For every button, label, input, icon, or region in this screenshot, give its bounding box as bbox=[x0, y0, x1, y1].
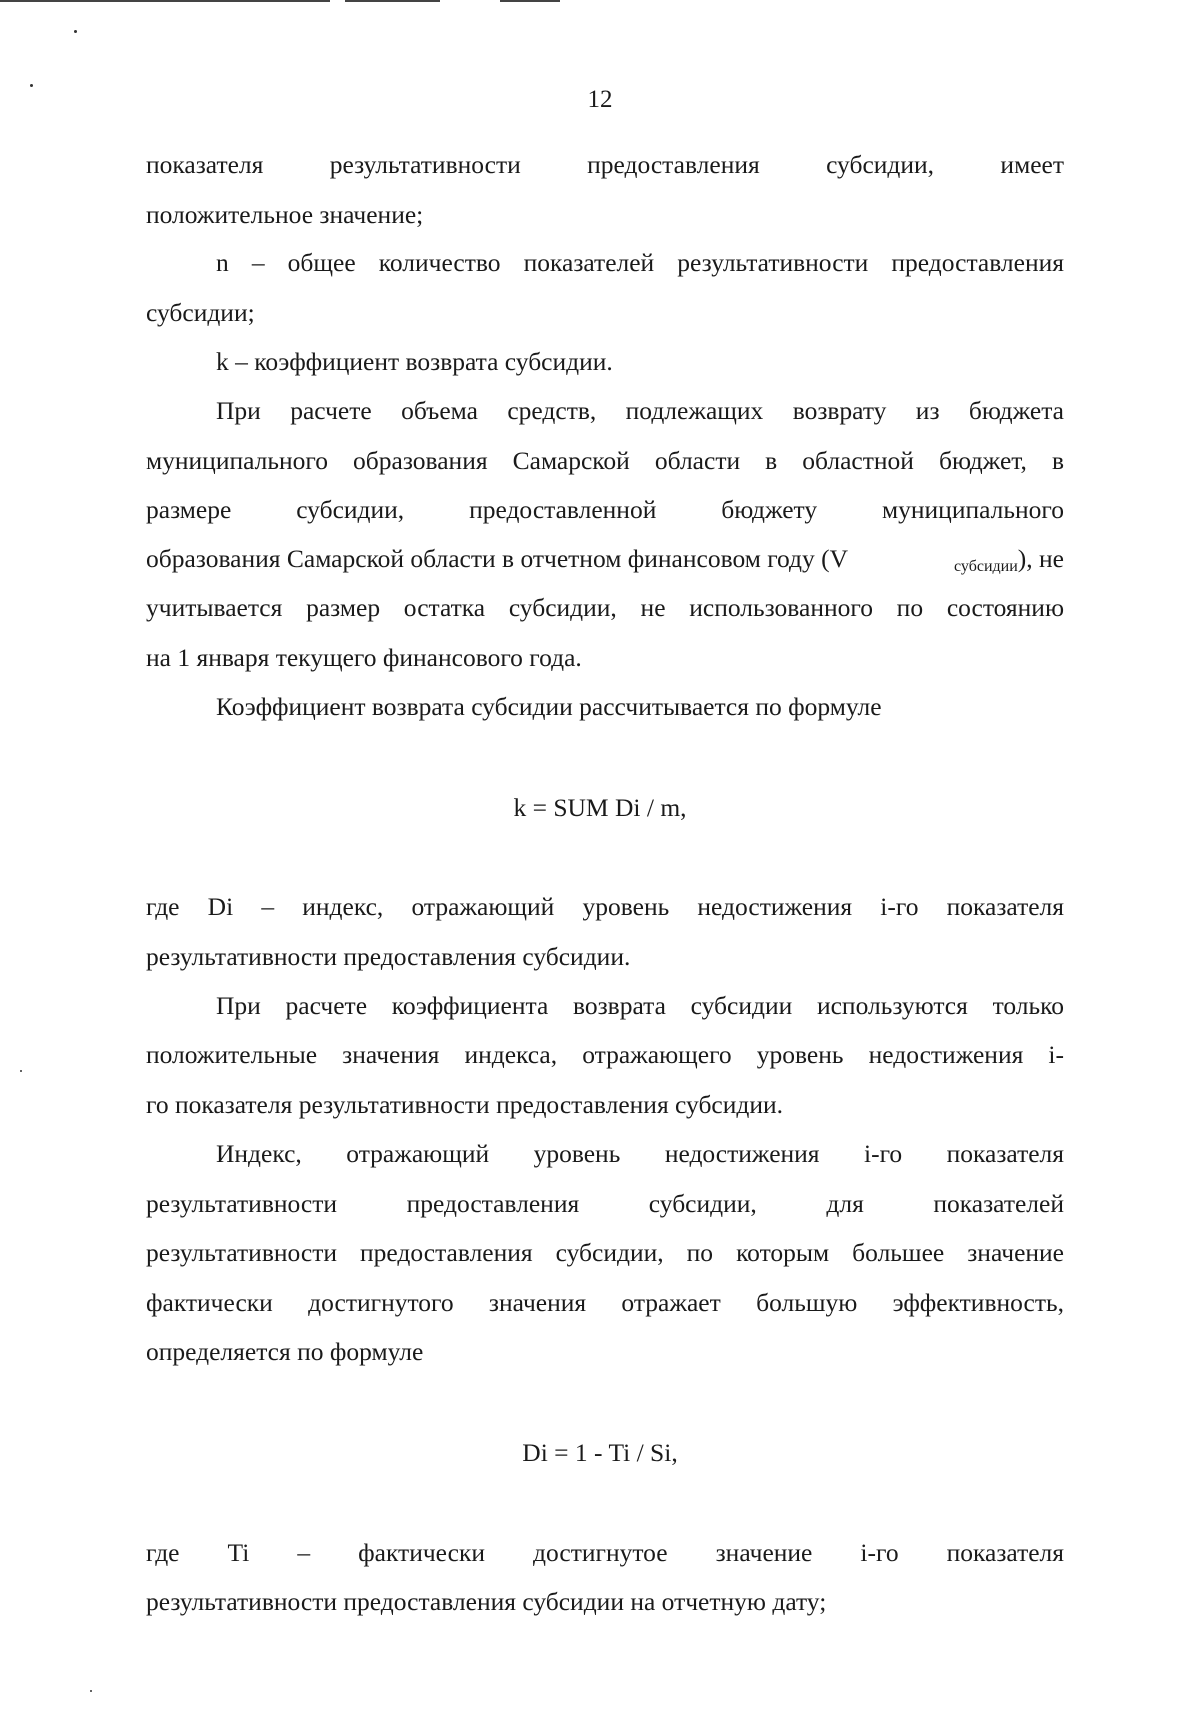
text-line: результативности предоставления субсидии. bbox=[146, 942, 631, 971]
scan-speck bbox=[74, 30, 77, 33]
scan-edge-line bbox=[500, 0, 560, 2]
text-line: фактически достигнутого значения отражает большую эффективность, bbox=[146, 1288, 1064, 1317]
scan-speck bbox=[90, 1690, 92, 1692]
text-line: При расчете объема средств, подлежащих возврату из бюджета bbox=[216, 396, 1064, 425]
text-line: учитывается размер остатка субсидии, не использованного по состоянию bbox=[146, 593, 1064, 622]
text-line: k – коэффициент возврата субсидии. bbox=[216, 347, 613, 376]
text-line: муниципального образования Самарской области в областной бюджет, в bbox=[146, 446, 1064, 475]
text-line: положительные значения индекса, отражающего уровень недостижения i- bbox=[146, 1040, 1064, 1069]
text-line bbox=[146, 542, 1064, 584]
text-line: n – общее количество показателей результативности предоставления bbox=[216, 248, 1064, 277]
text-line: результативности предоставления субсидии, для показателей bbox=[146, 1189, 1064, 1218]
text-line: определяется по формуле bbox=[146, 1337, 424, 1366]
formula: k = SUM Di / m, bbox=[513, 793, 687, 822]
scan-speck bbox=[20, 1070, 22, 1072]
text-line: результативности предоставления субсидии на отчетную дату; bbox=[146, 1587, 827, 1616]
text-line: где Di – индекс, отражающий уровень недостижения i-го показателя bbox=[146, 892, 1064, 921]
text-line: Коэффициент возврата субсидии рассчитывается по формуле bbox=[216, 692, 882, 721]
text-line: где Ti – фактически достигнутое значение i-го показателя bbox=[146, 1538, 1064, 1567]
text-line: положительное значение; bbox=[146, 200, 424, 229]
text-fragment bbox=[954, 542, 1064, 584]
text-line: размере субсидии, предоставленной бюджету муниципального bbox=[146, 495, 1064, 524]
page-number: 12 bbox=[587, 86, 613, 113]
text-line: При расчете коэффициента возврата субсидии используются только bbox=[216, 991, 1064, 1020]
text-line: субсидии; bbox=[146, 298, 255, 327]
subscript: субсидии bbox=[954, 558, 1018, 575]
text-line: результативности предоставления субсидии, по которым большее значение bbox=[146, 1238, 1064, 1267]
text-fragment: ), не bbox=[1017, 544, 1064, 573]
text-fragment: образования Самарской области в отчетном финансовом году (V bbox=[146, 544, 849, 573]
scan-edge-line bbox=[0, 0, 330, 2]
scan-edge-line bbox=[345, 0, 440, 2]
text-line: Индекс, отражающий уровень недостижения i-го показателя bbox=[216, 1139, 1064, 1168]
text-line: на 1 января текущего финансового года. bbox=[146, 643, 582, 672]
formula: Di = 1 - Ti / Si, bbox=[522, 1438, 678, 1467]
text-line: показателя результативности предоставления субсидии, имеет bbox=[146, 150, 1064, 179]
text-line: го показателя результативности предоставления субсидии. bbox=[146, 1090, 784, 1119]
